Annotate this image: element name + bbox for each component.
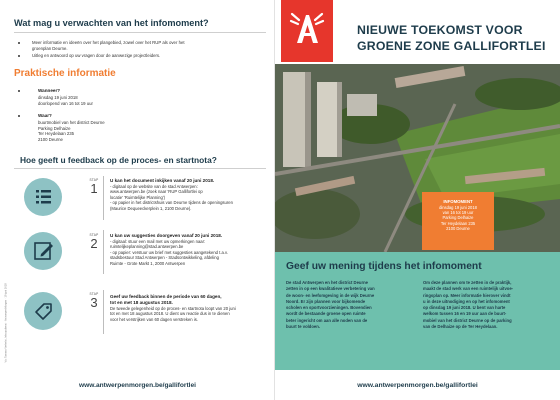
info-box-line: Parking Delhaize (442, 215, 474, 221)
aerial-photo (275, 64, 560, 252)
step-title: Geef uw feedback binnen de periode van 60 dagen, (110, 294, 222, 299)
text-line: Noord. Er zijn plannen voor bijkomende (286, 298, 366, 304)
step-line: - op papier in het districtshuis van Deurne tijdens de openingsuren (110, 200, 233, 206)
step-line: - op papier: verstuur uw brief met suggesties aangetekend t.a.v. (110, 249, 228, 255)
step-1-text (110, 178, 270, 211)
intro-panel (275, 252, 560, 370)
info-box-line: van 16 tot 19 uur (442, 210, 474, 216)
list-item: Uitleg en antwoord op uw vragen door de aanwezige projectleiders. (18, 53, 268, 59)
step-2-text (110, 233, 270, 266)
page-title: NIEUWE TOEKOMST VOOR GROENE ZONE GALLIFORTLEI (357, 23, 546, 53)
document-list-icon (24, 178, 62, 216)
text-line: de woon- en leefomgeving in de wijk Deurne (286, 292, 375, 298)
info-box-title: INFOMOMENT (443, 199, 473, 204)
step-number-3: STAP 3 (89, 292, 99, 310)
step-line: www.antwerpen.be (zoek naar 'RUP Gallifortlei op (110, 189, 203, 195)
text-line: van de Delhaize op de Ter Heydelaan. (423, 324, 498, 330)
text-line: zetten in op een kwalitatieve verbetering van (286, 286, 375, 292)
intro-column-2 (423, 280, 550, 330)
info-box (422, 192, 494, 250)
intro-heading: Geef uw mening tijdens het infomoment (286, 261, 482, 272)
side-credit: Vu: Tamara Verhelst, Inkoopdienst · AntwerpenMorgen · 19 juni 2018 (4, 283, 8, 363)
step-title: U kan het document inkijken vanaf 20 juni 2018. (110, 178, 215, 183)
tag-label-icon (24, 292, 62, 330)
text-line: beter ingericht om aan alle noden van de (286, 317, 368, 323)
step-line: Ruimte - Grote Markt 1, 2000 Antwerpen (110, 260, 186, 266)
step-line: (Maurice Dequeeckerplein 1, 2100 Deurne). (110, 205, 192, 211)
info-box-line: dinsdag 19 juni 2018 (439, 205, 477, 210)
intro-column-1 (286, 280, 413, 330)
text-line: ringsplan op. Meer informatie hierover vindt (423, 292, 511, 298)
text-line: u in deze uitnodiging en op het infomoment (423, 298, 510, 304)
where-line: Ter Heydelaan 235 (38, 131, 75, 136)
when-line: dinsdag 19 juni 2018 (38, 95, 78, 100)
info-box-line: 2100 Deurne (446, 225, 470, 231)
text-line: scholen en sportvoorzieningen. Bovendien (286, 305, 372, 311)
where-label: Waar? (38, 113, 52, 118)
when-line: doorlopend van 16 tot 19 uur (38, 100, 93, 106)
step-divider (103, 176, 104, 220)
when-block (18, 88, 238, 114)
step-line: De tweede gelegenheid op de proces- en startnota loopt van 20 juni (110, 306, 236, 311)
step-title: U kan uw suggesties doorgeven vanaf 20 juni 2018. (110, 233, 223, 238)
text-line: op dinsdag 19 juni 2018. U bent van harte (423, 305, 506, 311)
expect-list (18, 40, 268, 61)
step-number-2: STAP 2 (89, 233, 99, 251)
step-line: locatie' 'Ruimtelijke Planning') (110, 194, 165, 200)
expect-heading: Wat mag u verwachten van het infomoment? (14, 18, 209, 28)
divider (14, 168, 266, 169)
where-line: 2100 Deurne (38, 136, 63, 142)
step-line: voor het verstrijken van 60 dagen verstreken is. (110, 316, 198, 322)
step-title: tot en met 18 augustus 2018. (110, 300, 173, 305)
divider (14, 32, 266, 33)
step-number-1: STAP 1 (89, 178, 99, 196)
step-line: - digitaal op de website van de stad Antwerpen: (110, 184, 198, 189)
left-page (0, 0, 275, 400)
right-page (275, 0, 560, 400)
website-url[interactable]: www.antwerpenmorgen.be/gallifortlei (79, 382, 196, 389)
step-line: tot en met 18 augustus 2018. U dient uw reactie dus in te dienen (110, 311, 230, 317)
list-item: Meer informatie en ideeën over het plangebied, zowel over het RUP als over het groenplan Deurne. (18, 40, 268, 51)
bullet-dot (18, 90, 20, 92)
text-line: buurt te voldoen. (286, 324, 320, 330)
website-url[interactable]: www.antwerpenmorgen.be/gallifortlei (357, 382, 478, 389)
practical-heading: Praktische informatie (14, 68, 116, 79)
when-label: Wanneer? (38, 88, 61, 93)
step-divider (103, 290, 104, 334)
antwerpen-a-logo-icon (281, 0, 333, 62)
feedback-heading: Hoe geeft u feedback op de proces- en startnota? (20, 155, 217, 165)
where-line: Parking Delhaize (38, 125, 71, 131)
step-line: ruimtelijkeplanning@stad.antwerpen.be (110, 244, 184, 250)
step-divider (103, 230, 104, 274)
step-3-text (110, 294, 270, 322)
text-line: maakt de stad werk van een ruimtelijk uitvoe- (423, 286, 514, 292)
step-line: - digitaal: stuur een mail met uw opmerkingen naar: (110, 239, 206, 244)
text-line: wordt de bestaande groene open ruimte (286, 311, 366, 317)
where-line: buurtmobiel van het district Deurne (38, 120, 105, 125)
text-line: welkom tussen 16 en 19 uur aan de buurt- (423, 311, 507, 317)
pencil-edit-icon (24, 232, 62, 270)
bullet-dot (18, 115, 20, 117)
where-block (18, 113, 238, 149)
text-line: mobiel van het district Deurne op de parking (423, 317, 512, 323)
info-box-line: Ter Heydelaan 235 (440, 220, 476, 226)
step-line: stadsbestuur Stad Antwerpen - Stadsontwikkeling, afdeling (110, 255, 219, 261)
text-line: De stad Antwerpen en het district Deurne (286, 280, 368, 285)
text-line: Om deze plannen om te zetten in de praktijk, (423, 280, 512, 285)
